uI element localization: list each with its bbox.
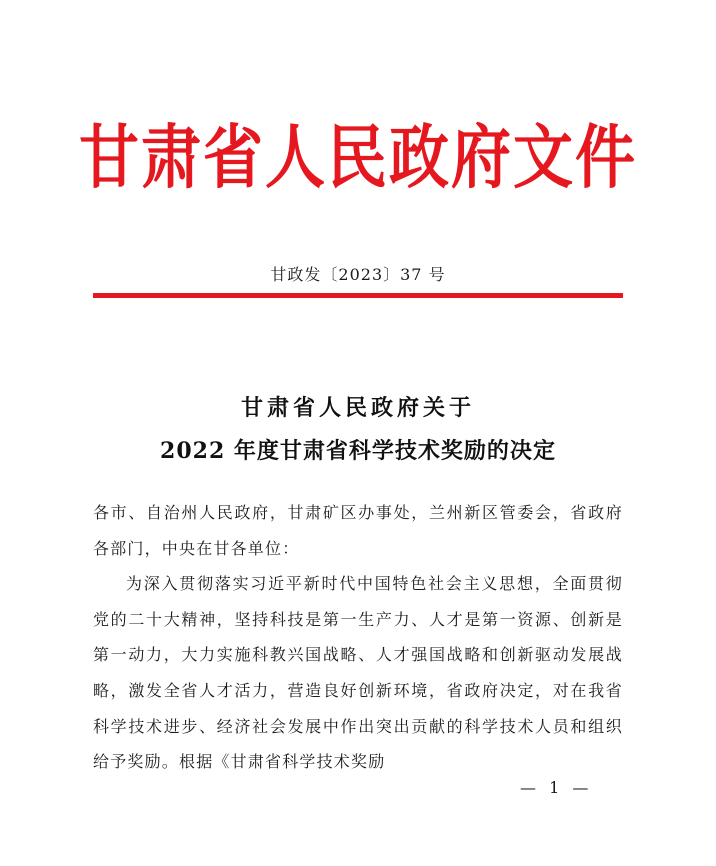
- document-title-line-1: 甘肃省人民政府关于: [240, 395, 475, 421]
- document-title-line-2: 2022 年度甘肃省科学技术奖励的决定: [160, 438, 556, 464]
- addressee-paragraph: 各市、自治州人民政府，甘肃矿区办事处，兰州新区管委会，省政府各部门，中央在甘各单位：: [93, 503, 623, 558]
- masthead-title: 甘肃省人民政府文件: [79, 117, 637, 199]
- red-divider-line: [93, 293, 623, 298]
- body-paragraph: 为深入贯彻落实习近平新时代中国特色社会主义思想，全面贯彻党的二十大精神，坚持科技是第一生产力、人才是第一资源、创新是第一动力，大力实施科教兴国战略、人才强国战略和创新驱动发展战略，激发全省人才活力，营造良好创新环境，省政府决定，对在我省科学技术进步、经济社会发展中作出突出贡献的科学技术人员和组织给予奖励。根据《甘肃省科学技术奖励: [93, 574, 623, 772]
- document-number: 甘政发〔2023〕37 号: [270, 265, 446, 284]
- page-number: — 1 —: [520, 778, 593, 797]
- document-body: [93, 495, 623, 780]
